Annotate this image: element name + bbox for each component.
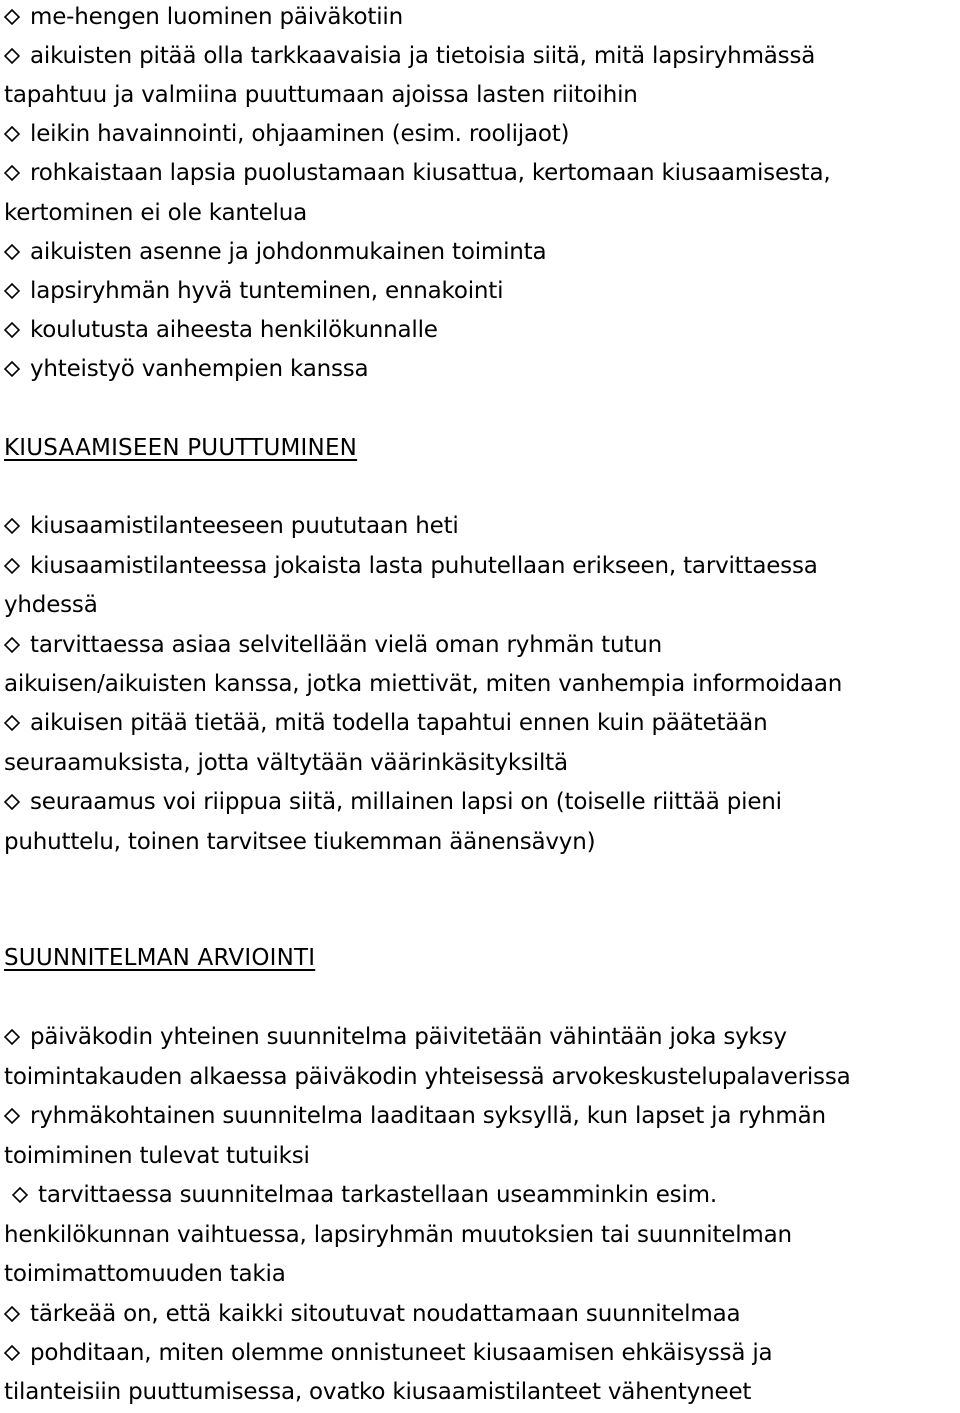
list-item <box>4 2 403 32</box>
list-item-text: aikuisen/aikuisten kanssa, jotka miettivät, miten vanhempia informoidaan <box>4 671 843 697</box>
diamond-outline-icon <box>12 1187 28 1203</box>
section-heading-arviointi: SUUNNITELMAN ARVIOINTI <box>4 945 316 971</box>
list-item-continuation <box>4 1220 792 1250</box>
diamond-outline-icon <box>4 518 20 534</box>
list-item-text: kertominen ei ole kantelua <box>4 200 307 226</box>
list-item-text: tarvittaessa asiaa selvitellään vielä oman ryhmän tutun <box>30 632 662 658</box>
list-item-text: koulutusta aiheesta henkilökunnalle <box>30 317 438 343</box>
list-item-text: päiväkodin yhteinen suunnitelma päivitetään vähintään joka syksy <box>30 1024 787 1050</box>
list-item <box>4 119 569 149</box>
diamond-outline-icon <box>4 1345 20 1361</box>
list-item-text: toimiminen tulevat tutuiksi <box>4 1143 310 1169</box>
list-item <box>4 354 368 384</box>
list-item-text: yhdessä <box>4 592 98 618</box>
diamond-outline-icon <box>4 794 20 810</box>
list-item-continuation <box>4 748 568 778</box>
list-item-text: aikuisten asenne ja johdonmukainen toiminta <box>30 239 547 265</box>
list-item <box>4 1338 772 1368</box>
diamond-outline-icon <box>4 322 20 338</box>
list-item <box>4 1022 787 1052</box>
list-item <box>4 158 831 188</box>
list-item <box>4 237 546 267</box>
list-item <box>4 276 503 306</box>
list-item-continuation <box>4 590 98 620</box>
list-item <box>4 1299 740 1329</box>
list-item-continuation <box>4 1062 851 1092</box>
list-item <box>4 708 767 738</box>
diamond-outline-icon <box>4 558 20 574</box>
diamond-outline-icon <box>4 1108 20 1124</box>
list-item <box>4 511 459 541</box>
list-item-text: lapsiryhmän hyvä tunteminen, ennakointi <box>30 278 504 304</box>
list-item-text: tilanteisiin puuttumisessa, ovatko kiusaamistilanteet vähentyneet <box>4 1379 752 1405</box>
list-item-continuation <box>4 669 842 699</box>
list-item-continuation <box>4 198 307 228</box>
list-item-text: ryhmäkohtainen suunnitelma laaditaan syksyllä, kun lapset ja ryhmän <box>30 1103 826 1129</box>
list-item-text: aikuisen pitää tietää, mitä todella tapahtui ennen kuin päätetään <box>30 710 768 736</box>
list-item <box>12 1180 717 1210</box>
diamond-outline-icon <box>4 1306 20 1322</box>
diamond-outline-icon <box>4 1029 20 1045</box>
list-item-text: aikuisten pitää olla tarkkaavaisia ja tietoisia siitä, mitä lapsiryhmässä <box>30 43 816 69</box>
list-item-text: seuraamus voi riippua siitä, millainen lapsi on (toiselle riittää pieni <box>30 789 782 815</box>
list-item-text: henkilökunnan vaihtuessa, lapsiryhmän muutoksien tai suunnitelman <box>4 1222 792 1248</box>
list-item-text: toimintakauden alkaessa päiväkodin yhteisessä arvokeskustelupalaverissa <box>4 1064 851 1090</box>
list-item-text: pohditaan, miten olemme onnistuneet kiusaamisen ehkäisyssä ja <box>30 1340 773 1366</box>
diamond-outline-icon <box>4 48 20 64</box>
section-heading-puuttuminen: KIUSAAMISEEN PUUTTUMINEN <box>4 435 358 461</box>
list-item-text: kiusaamistilanteeseen puututaan heti <box>30 513 459 539</box>
diamond-outline-icon <box>4 637 20 653</box>
list-item-text: seuraamuksista, jotta vältytään väärinkäsityksiltä <box>4 750 568 776</box>
list-item-text: tapahtuu ja valmiina puuttumaan ajoissa lasten riitoihin <box>4 82 638 108</box>
diamond-outline-icon <box>4 283 20 299</box>
diamond-outline-icon <box>4 244 20 260</box>
list-item <box>4 1101 826 1131</box>
list-item-continuation <box>4 827 595 857</box>
list-item <box>4 787 782 817</box>
list-item-text: toimimattomuuden takia <box>4 1261 286 1287</box>
list-item-text: puhuttelu, toinen tarvitsee tiukemman äänensävyn) <box>4 829 596 855</box>
list-item-text: leikin havainnointi, ohjaaminen (esim. roolijaot) <box>30 121 570 147</box>
list-item-text: tärkeää on, että kaikki sitoutuvat noudattamaan suunnitelmaa <box>30 1301 741 1327</box>
list-item <box>4 630 662 660</box>
diamond-outline-icon <box>4 715 20 731</box>
list-item-text: kiusaamistilanteessa jokaista lasta puhutellaan erikseen, tarvittaessa <box>30 553 818 579</box>
list-item-continuation <box>4 80 638 110</box>
diamond-outline-icon <box>4 165 20 181</box>
list-item <box>4 41 815 71</box>
diamond-outline-icon <box>4 9 20 25</box>
list-item-continuation <box>4 1141 310 1171</box>
diamond-outline-icon <box>4 126 20 142</box>
list-item-text: me-hengen luominen päiväkotiin <box>30 4 403 30</box>
list-item-text: yhteistyö vanhempien kanssa <box>30 356 369 382</box>
list-item <box>4 315 438 345</box>
list-item <box>4 551 818 581</box>
list-item-continuation <box>4 1259 286 1289</box>
list-item-text: tarvittaessa suunnitelmaa tarkastellaan useamminkin esim. <box>38 1182 717 1208</box>
list-item-text: rohkaistaan lapsia puolustamaan kiusattua, kertomaan kiusaamisesta, <box>30 160 831 186</box>
diamond-outline-icon <box>4 361 20 377</box>
list-item-continuation <box>4 1377 751 1407</box>
